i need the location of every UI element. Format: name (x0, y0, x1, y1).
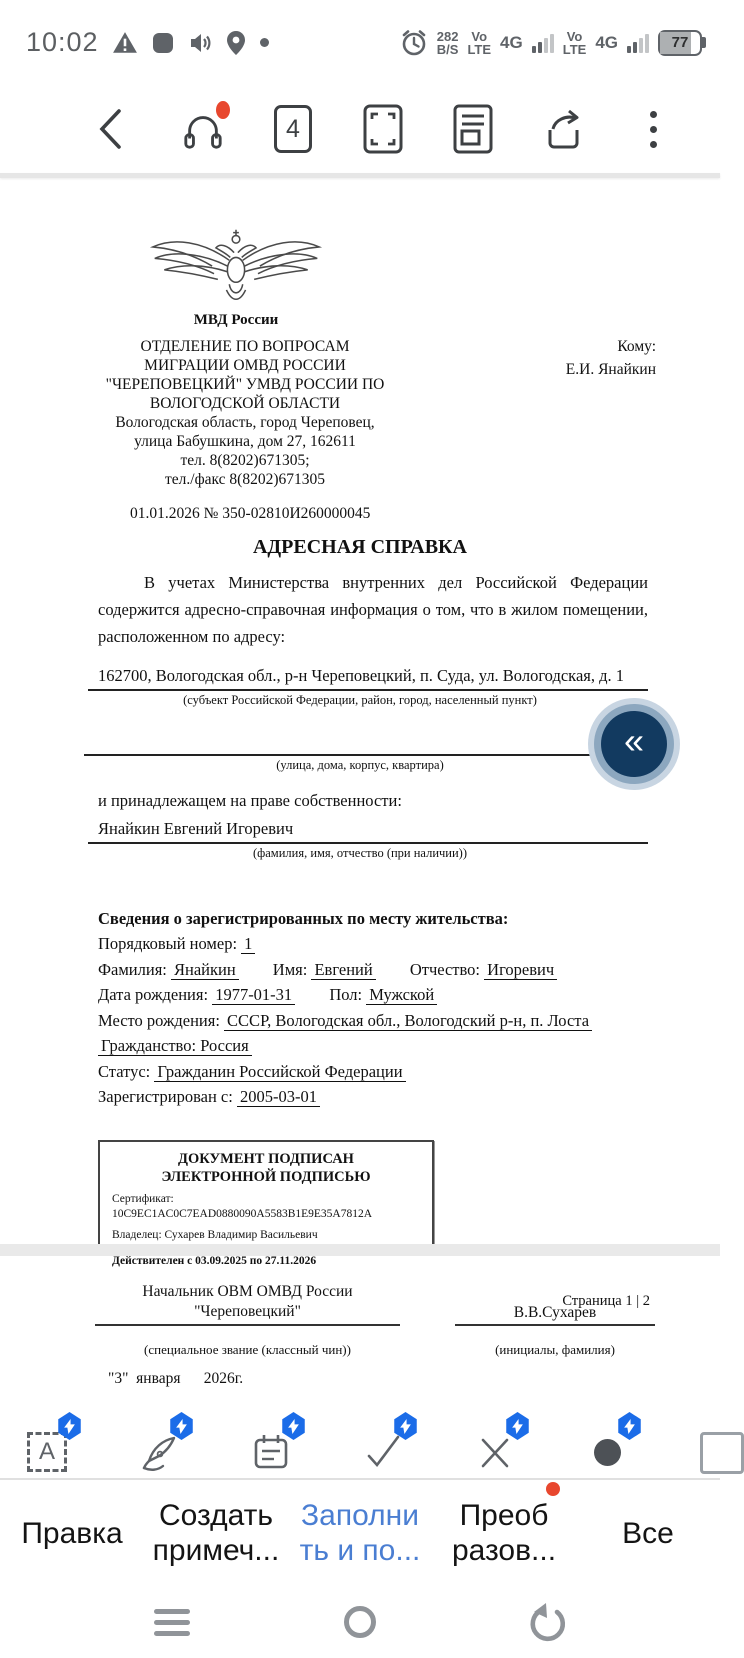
to-name: Е.И. Янайкин (565, 361, 656, 378)
sim2-volte-label: Vo LTE (562, 28, 587, 57)
field-row: Статус: Гражданин Российской Федерации (98, 1059, 664, 1085)
signature-tool[interactable] (136, 1428, 182, 1476)
status-bar (0, 0, 720, 85)
field-row: Зарегистрирован с: 2005-03-01 (98, 1084, 664, 1110)
address-caption: (субъект Российской Федерации, район, город, населенный пункт) (183, 693, 537, 707)
battery-icon (658, 30, 706, 56)
recents-button[interactable] (149, 1602, 195, 1642)
date-stamp-icon (249, 1430, 293, 1474)
check-icon (361, 1430, 405, 1474)
recents-icon (154, 1609, 190, 1636)
bottom-tab-bar (0, 1478, 720, 1586)
sim1-signal-icon (532, 33, 554, 53)
street-caption: (улица, дома, корпус, квартира) (276, 758, 444, 772)
location-icon (225, 30, 247, 56)
page-break (0, 1244, 720, 1256)
document-title: АДРЕСНАЯ СПРАВКА (252, 536, 468, 558)
field-row: Место рождения: СССР, Вологодская обл., Вологодский р-н, п. Лоста (98, 1008, 664, 1034)
sim1-volte-label: Vo LTE (467, 28, 492, 57)
street-blank-line (84, 732, 648, 756)
signer-name-block: В.В.Сухарев (455, 1304, 655, 1326)
date-stamp-tool[interactable] (248, 1428, 294, 1476)
share-button[interactable] (540, 103, 586, 155)
position-caption: (специальное звание (классный чин)) (144, 1342, 351, 1357)
to-label: Кому: (617, 338, 656, 355)
document-page-2[interactable] (0, 1256, 720, 1406)
ai-bolt-badge (617, 1412, 642, 1440)
outline-view-button[interactable] (450, 103, 496, 155)
emblem-caption: МВД России (193, 312, 279, 328)
network-speed: 282 B/S (436, 28, 459, 57)
intro-paragraph: В учетах Министерства внутренних дел Российской Федерации содержится адресно-справочная информация о том, что в жилом помещении, расположенном по адресу: (98, 573, 648, 646)
text-field-icon: A (27, 1432, 67, 1472)
read-aloud-button[interactable] (180, 103, 226, 155)
rect-stamp-icon[interactable] (700, 1432, 744, 1474)
dot-stamp-icon (594, 1439, 621, 1466)
notification-dot-icon (260, 38, 269, 47)
tab-edit[interactable]: Правка (21, 1516, 123, 1550)
tab-comment[interactable]: Создать примеч... (152, 1499, 280, 1567)
text-field-tool[interactable] (24, 1428, 70, 1476)
field-row: Фамилия: Янайкин Имя: Евгений Отчество: Игоревич (98, 957, 664, 983)
field-row: Дата рождения: 1977-01-31 Пол: Мужской (98, 982, 664, 1008)
nav-back-icon (526, 1600, 570, 1644)
toolbar-divider (0, 173, 720, 178)
new-feature-dot (546, 1482, 560, 1496)
address-value: 162700, Вологодская обл., р-н Череповецкий, п. Суда, ул. Вологодская, д. 1 (88, 666, 648, 691)
digital-signature-stamp: ДОКУМЕНТ ПОДПИСАН ЭЛЕКТРОННОЙ ПОДПИСЬЮ Сертификат: 10C9EC1AC0C7EAD0880090A5583B1E9E35A7812A Владелец: Сухарев Владимир Васильевич Действителен с 03.09.2025 по 27.11.2026 (98, 1140, 434, 1279)
issuing-office-block: ОТДЕЛЕНИЕ ПО ВОПРОСАМ МИГРАЦИИ ОМВД РОССИИ "ЧЕРЕПОВЕЦКИЙ" УМВД РОССИИ ПО ВОЛОГОДСКОЙ ОБЛАСТИ Вологодская область, город Череповец, улица Бабушкина, дом 27, 162611 тел. 8(8202)671305; тел./факс 8(8202)671305 (105, 338, 385, 488)
fullscreen-button[interactable] (360, 103, 406, 155)
notification-badge (216, 101, 230, 119)
app-notification-icon (151, 31, 175, 55)
annotation-toolbar (0, 1406, 720, 1478)
alarm-icon (400, 29, 428, 57)
tab-fill-sign[interactable]: Заполни ть и по... (299, 1499, 421, 1567)
certificate-value: 10C9EC1AC0C7EAD0880090A5583B1E9E35A7812A (112, 1207, 373, 1220)
sim1-net-label: 4G (500, 32, 523, 52)
signature-date: "3" января 2026г. (108, 1370, 244, 1387)
sim2-net-label: 4G (595, 32, 618, 52)
overflow-menu-button[interactable] (630, 103, 676, 155)
check-stamp-tool[interactable] (360, 1428, 406, 1476)
mvd-eagle-emblem-icon (96, 224, 376, 310)
field-row: Порядковый номер: 1 (98, 931, 664, 957)
owner-name: Янайкин Евгений Игоревич (88, 819, 648, 844)
signature-pen-icon (137, 1430, 181, 1474)
certificate-validity: Действителен с 03.09.2025 по 27.11.2026 (112, 1254, 317, 1267)
field-row: Гражданство: Россия (98, 1033, 664, 1059)
signer-position-block: Начальник ОВМ ОМВД России "Череповецкий" (95, 1282, 400, 1326)
cross-icon (475, 1432, 515, 1472)
page-footer: Страница 1 | 2 (562, 1292, 650, 1309)
system-nav-bar (0, 1586, 720, 1658)
page-count-label: 4 (274, 105, 312, 153)
residents-fields (98, 931, 664, 1110)
name-caption: (инициалы, фамилия) (495, 1342, 615, 1357)
ownership-intro: и принадлежащем на праве собственности: (98, 791, 402, 810)
back-button[interactable] (86, 105, 134, 153)
tab-all-tools[interactable]: Все (622, 1516, 674, 1550)
certificate-owner: Владелец: Сухарев Владимир Васильевич (112, 1228, 318, 1241)
sim2-signal-icon (627, 33, 649, 53)
tab-convert[interactable]: Преоб разов... (432, 1498, 576, 1568)
home-button[interactable] (337, 1602, 383, 1642)
app-toolbar (0, 85, 720, 173)
chevrons-left-icon: « (623, 720, 645, 761)
cross-stamp-tool[interactable] (472, 1428, 518, 1476)
page-thumbnails-button[interactable] (270, 103, 316, 155)
announcement-icon (188, 31, 212, 55)
clock-time: 10:02 (26, 27, 99, 57)
nav-back-button[interactable] (525, 1602, 571, 1642)
addressee-block (420, 337, 720, 489)
warning-icon (112, 31, 138, 55)
residents-heading: Сведения о зарегистрированных по месту жительства: (98, 909, 509, 928)
collapse-fab-button[interactable] (588, 698, 680, 790)
reference-number: 01.01.2026 № 350-02810И260000045 (130, 505, 371, 522)
certificate-label: Сертификат: (112, 1192, 174, 1205)
dot-stamp-tool[interactable] (584, 1428, 630, 1476)
battery-percent: 77 (671, 34, 689, 51)
owner-caption: (фамилия, имя, отчество (при наличии)) (252, 846, 467, 860)
home-icon (344, 1606, 376, 1638)
